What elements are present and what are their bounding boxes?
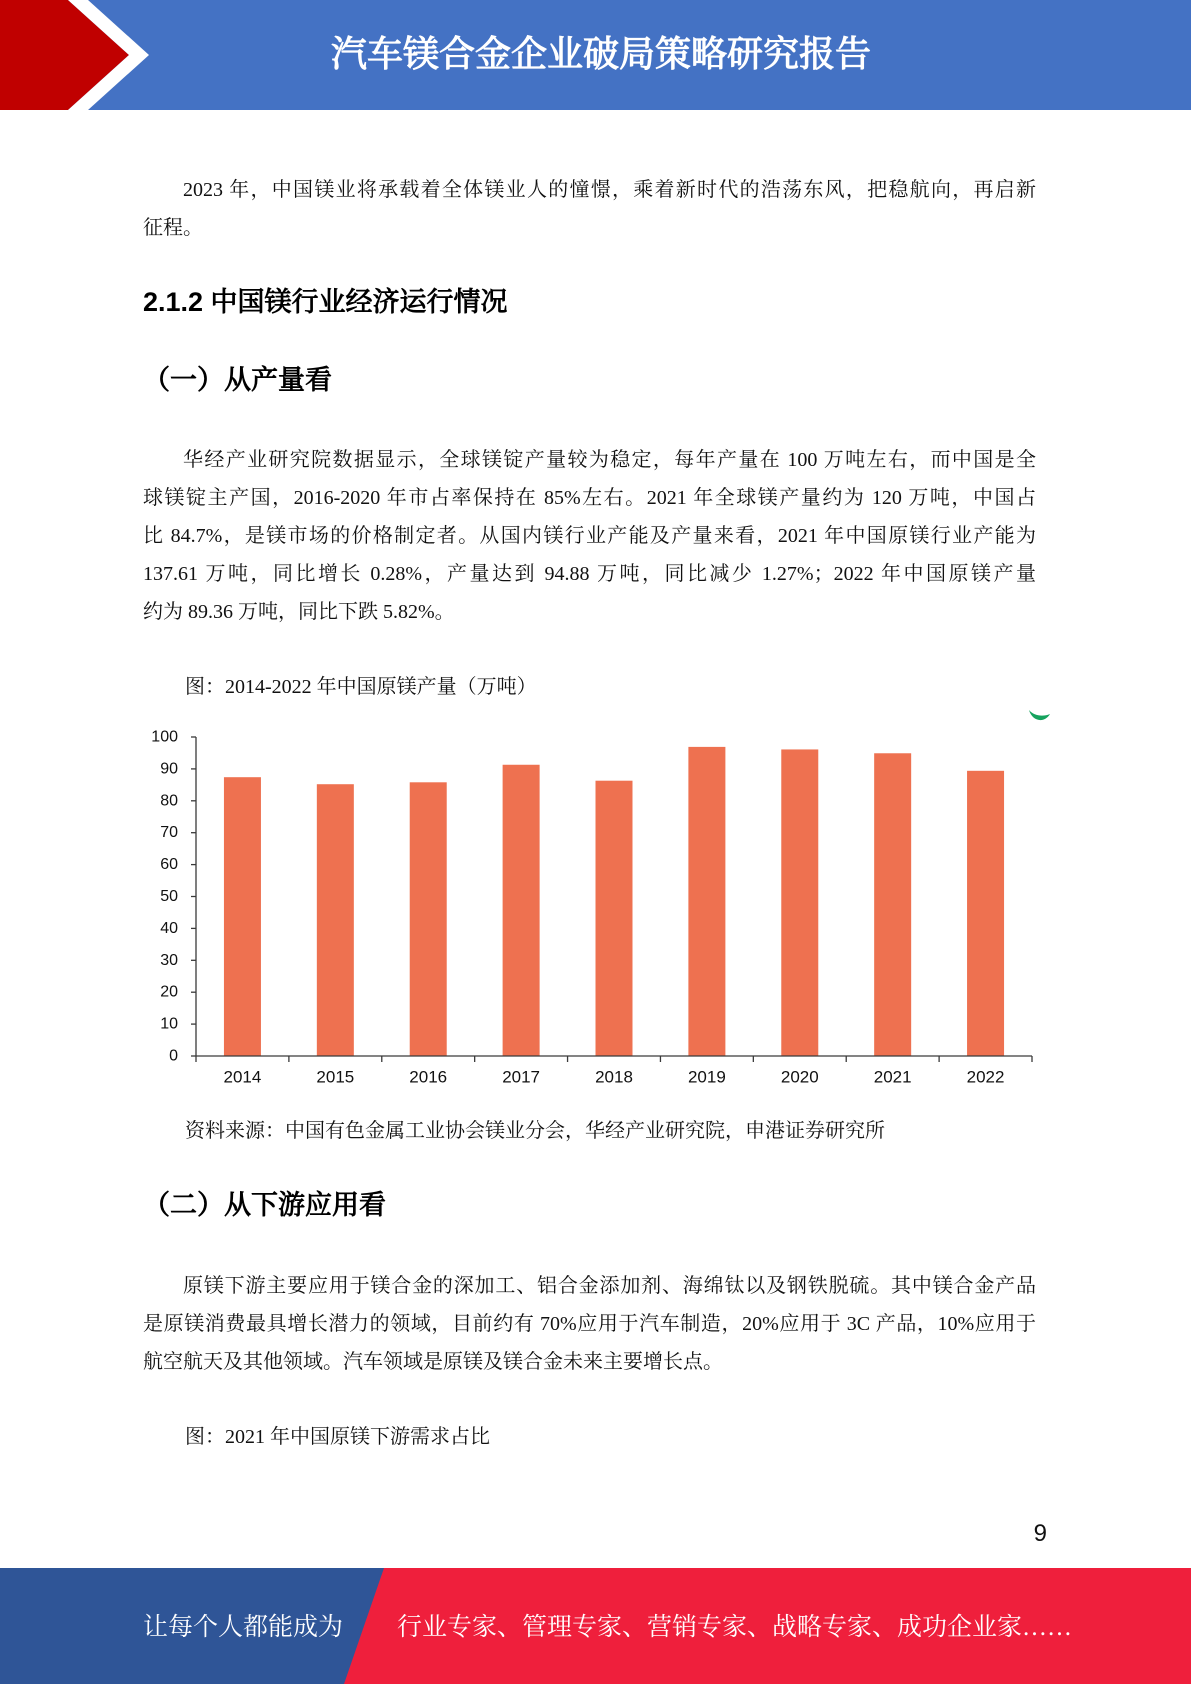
figure-caption-production: 图：2014-2022 年中国原镁产量（万吨） xyxy=(185,676,537,698)
footer-slogan-lead: 让每个人都能成为 xyxy=(143,1614,344,1641)
y-tick-label-0: 0 xyxy=(169,1047,178,1065)
y-tick-label-70: 70 xyxy=(160,824,178,842)
paragraph-line: 球镁锭主产国，2016-2020 年市占率保持在 85%左右。2021 年全球镁产量约为 120 万吨，中国占 xyxy=(143,487,1036,509)
x-tick-label-2022: 2022 xyxy=(966,1067,1005,1087)
paragraph-line: 约为 89.36 万吨，同比下跌 5.82%。 xyxy=(143,601,455,623)
x-tick-label-2021: 2021 xyxy=(873,1067,912,1087)
header-banner xyxy=(0,0,1191,110)
subsection-heading-downstream: （二）从下游应用看 xyxy=(143,1190,386,1220)
paragraph-line: 华经产业研究院数据显示，全球镁锭产量较为稳定，每年产量在 100 万吨左右，而中国是全 xyxy=(183,449,1036,471)
y-tick-label-20: 20 xyxy=(160,983,178,1001)
red-arrow-shape xyxy=(0,0,129,110)
x-tick-label-2018: 2018 xyxy=(595,1067,633,1087)
x-tick-label-2014: 2014 xyxy=(223,1067,262,1087)
x-tick-label-2015: 2015 xyxy=(316,1067,355,1087)
red-arrow-icon xyxy=(0,0,160,110)
report-title: 汽车镁合金企业破局策略研究报告 xyxy=(330,33,872,74)
page-number: 9 xyxy=(1033,1520,1047,1547)
section-heading: 2.1.2 中国镁行业经济运行情况 xyxy=(143,287,508,317)
bar-2016 xyxy=(410,782,447,1056)
paragraph-line: 航空航天及其他领域。汽车领域是原镁及镁合金未来主要增长点。 xyxy=(143,1351,723,1373)
bar-2015 xyxy=(317,784,354,1056)
bar-2021 xyxy=(874,753,911,1056)
y-tick-label-60: 60 xyxy=(160,856,178,874)
green-swoosh-mark xyxy=(1029,710,1050,720)
x-tick-label-2016: 2016 xyxy=(409,1067,448,1087)
bar-2022 xyxy=(967,771,1004,1056)
y-tick-label-40: 40 xyxy=(160,919,178,937)
paragraph-line: 137.61 万吨，同比增长 0.28%，产量达到 94.88 万吨，同比减少 1.27%；2022 年中国原镁产量 xyxy=(143,563,1036,585)
subsection-heading-production: （一）从产量看 xyxy=(143,365,332,395)
downstream-paragraph xyxy=(143,1267,1036,1381)
production-paragraph xyxy=(143,441,1036,631)
y-tick-label-100: 100 xyxy=(151,728,178,746)
footer-slogan-roles: 行业专家、管理专家、营销专家、战略专家、成功企业家…… xyxy=(397,1614,1073,1641)
source-note: 资料来源：中国有色金属工业协会镁业分会，华经产业研究院，申港证券研究所 xyxy=(185,1120,885,1142)
intro-paragraph xyxy=(143,171,1036,247)
bar-2019 xyxy=(688,747,725,1056)
y-tick-label-90: 90 xyxy=(160,760,178,778)
production-bar-chart xyxy=(130,705,1060,1105)
paragraph-line: 2023 年，中国镁业将承载着全体镁业人的憧憬，乘着新时代的浩荡东风，把稳航向，再启新 xyxy=(183,179,1036,201)
x-tick-label-2019: 2019 xyxy=(687,1067,726,1087)
x-tick-label-2020: 2020 xyxy=(780,1067,819,1087)
bar-2017 xyxy=(503,765,540,1056)
paragraph-line: 征程。 xyxy=(143,217,203,239)
y-tick-label-50: 50 xyxy=(160,888,178,905)
figure-caption-downstream: 图：2021 年中国原镁下游需求占比 xyxy=(185,1426,490,1448)
paragraph-line: 是原镁消费最具增长潜力的领域，目前约有 70%应用于汽车制造，20%应用于 3C 产品，10%应用于 xyxy=(143,1313,1036,1335)
y-tick-label-80: 80 xyxy=(160,792,178,810)
bar-2020 xyxy=(781,749,818,1056)
bar-2018 xyxy=(596,781,633,1056)
paragraph-line: 比 84.7%，是镁市场的价格制定者。从国内镁行业产能及产量来看，2021 年中国原镁行业产能为 xyxy=(143,525,1036,547)
paragraph-line: 原镁下游主要应用于镁合金的深加工、铝合金添加剂、海绵钛以及钢铁脱硫。其中镁合金产品 xyxy=(183,1275,1036,1297)
bar-2014 xyxy=(224,777,261,1056)
y-tick-label-10: 10 xyxy=(160,1015,178,1033)
footer-banner xyxy=(0,1568,1191,1684)
x-tick-label-2017: 2017 xyxy=(502,1067,541,1087)
y-tick-label-30: 30 xyxy=(160,951,178,969)
